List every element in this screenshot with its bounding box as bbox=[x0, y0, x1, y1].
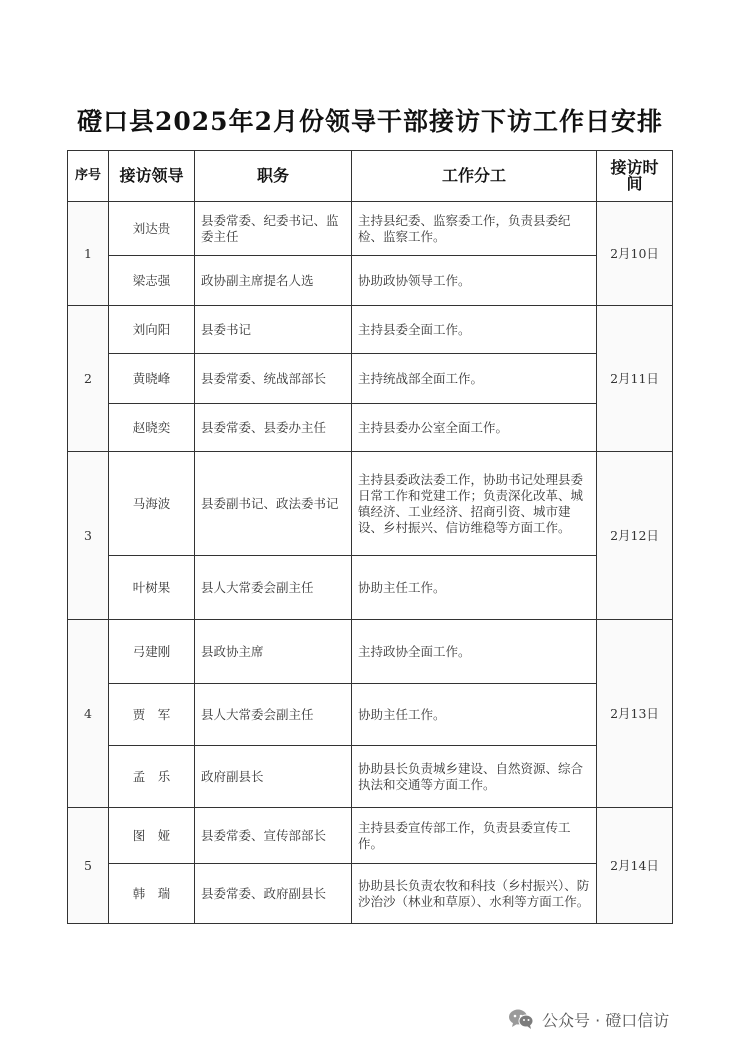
table-row bbox=[68, 808, 673, 864]
leader-name: 韩 瑞 bbox=[109, 864, 195, 924]
leader-position: 县人大常委会副主任 bbox=[195, 556, 352, 620]
table-row bbox=[68, 202, 673, 256]
visit-time: 2月12日 bbox=[597, 452, 673, 620]
table-row bbox=[68, 620, 673, 684]
leader-name: 梁志强 bbox=[109, 256, 195, 306]
leader-position: 县委书记 bbox=[195, 306, 352, 354]
leader-position: 县人大常委会副主任 bbox=[195, 684, 352, 746]
leader-name: 赵晓奕 bbox=[109, 404, 195, 452]
leader-name: 黄晓峰 bbox=[109, 354, 195, 404]
leader-duty: 主持县委全面工作。 bbox=[352, 306, 597, 354]
table-row bbox=[68, 556, 673, 620]
header-position: 职务 bbox=[195, 151, 352, 202]
group-index: 5 bbox=[68, 808, 109, 924]
leader-duty: 协助主任工作。 bbox=[352, 556, 597, 620]
watermark-text: 公众号 · 磴口信访 bbox=[542, 1010, 670, 1030]
leader-duty: 协助县长负责城乡建设、自然资源、综合执法和交通等方面工作。 bbox=[352, 746, 597, 808]
leader-name: 贾 军 bbox=[109, 684, 195, 746]
table-row bbox=[68, 256, 673, 306]
leader-name: 弓建刚 bbox=[109, 620, 195, 684]
leader-duty: 主持县委办公室全面工作。 bbox=[352, 404, 597, 452]
leader-position: 县政协主席 bbox=[195, 620, 352, 684]
leader-position: 政协副主席提名人选 bbox=[195, 256, 352, 306]
leader-duty: 主持县委政法委工作，协助书记处理县委日常工作和党建工作；负责深化改革、城镇经济、工业经济、招商引资、城市建设、乡村振兴、信访维稳等方面工作。 bbox=[352, 452, 597, 556]
leader-name: 刘向阳 bbox=[109, 306, 195, 354]
leader-position: 县委常委、政府副县长 bbox=[195, 864, 352, 924]
group-index: 4 bbox=[68, 620, 109, 808]
leader-position: 县委常委、县委办主任 bbox=[195, 404, 352, 452]
header-index: 序号 bbox=[68, 151, 109, 202]
table-row bbox=[68, 354, 673, 404]
leader-name: 刘达贵 bbox=[109, 202, 195, 256]
group-index: 2 bbox=[68, 306, 109, 452]
leader-name: 孟 乐 bbox=[109, 746, 195, 808]
visit-time: 2月13日 bbox=[597, 620, 673, 808]
group-index: 3 bbox=[68, 452, 109, 620]
table-row bbox=[68, 864, 673, 924]
leader-position: 县委常委、纪委书记、监委主任 bbox=[195, 202, 352, 256]
visit-time: 2月11日 bbox=[597, 306, 673, 452]
table-row bbox=[68, 306, 673, 354]
leader-position: 县委副书记、政法委书记 bbox=[195, 452, 352, 556]
leader-position: 县委常委、统战部部长 bbox=[195, 354, 352, 404]
leader-name: 图 娅 bbox=[109, 808, 195, 864]
header-leader: 接访领导 bbox=[109, 151, 195, 202]
leader-duty: 主持县委宣传部工作，负责县委宣传工作。 bbox=[352, 808, 597, 864]
leader-name: 马海波 bbox=[109, 452, 195, 556]
table-header-row bbox=[68, 151, 673, 202]
visit-time: 2月10日 bbox=[597, 202, 673, 306]
header-duty: 工作分工 bbox=[352, 151, 597, 202]
leader-name: 叶树果 bbox=[109, 556, 195, 620]
leader-duty: 主持政协全面工作。 bbox=[352, 620, 597, 684]
header-time: 接访时间 bbox=[597, 151, 673, 202]
table-row bbox=[68, 684, 673, 746]
leader-duty: 主持统战部全面工作。 bbox=[352, 354, 597, 404]
group-index: 1 bbox=[68, 202, 109, 306]
page-title: 磴口县2025年2月份领导干部接访下访工作日安排 bbox=[77, 107, 663, 136]
wechat-watermark bbox=[508, 1006, 669, 1032]
table-row bbox=[68, 746, 673, 808]
leader-duty: 协助政协领导工作。 bbox=[352, 256, 597, 306]
table-row bbox=[68, 404, 673, 452]
leader-position: 政府副县长 bbox=[195, 746, 352, 808]
visit-time: 2月14日 bbox=[597, 808, 673, 924]
schedule-table bbox=[67, 150, 673, 924]
leader-duty: 协助主任工作。 bbox=[352, 684, 597, 746]
leader-duty: 协助县长负责农牧和科技（乡村振兴）、防沙治沙（林业和草原）、水利等方面工作。 bbox=[352, 864, 597, 924]
leader-position: 县委常委、宣传部部长 bbox=[195, 808, 352, 864]
wechat-icon bbox=[508, 1008, 534, 1030]
leader-duty: 主持县纪委、监察委工作，负责县委纪检、监察工作。 bbox=[352, 202, 597, 256]
table-row bbox=[68, 452, 673, 556]
